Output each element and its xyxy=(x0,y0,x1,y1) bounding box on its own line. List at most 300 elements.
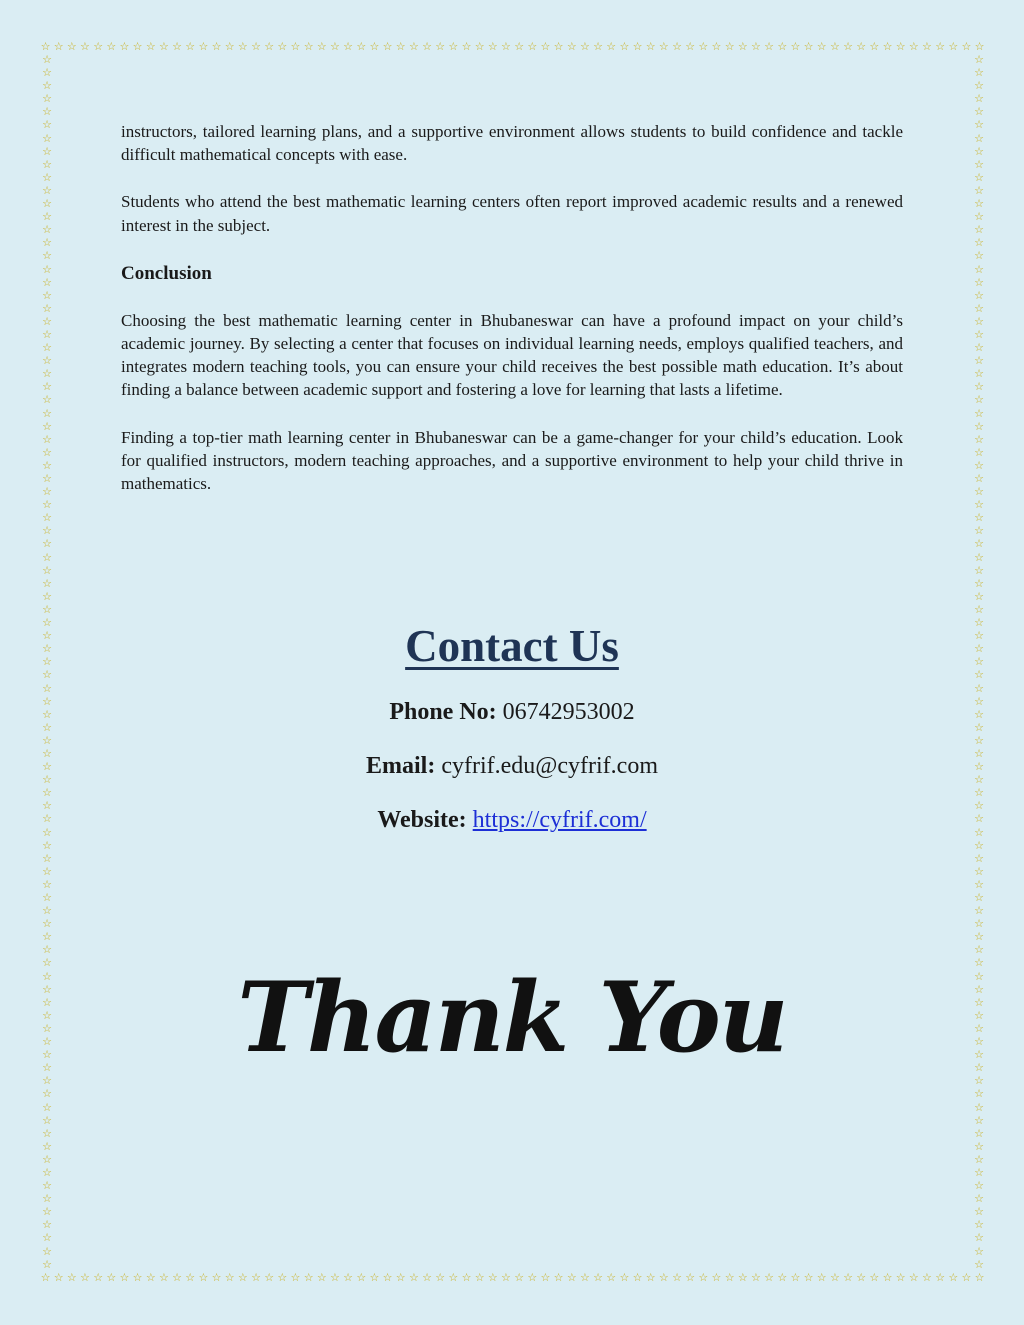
star-outline-icon: ☆ xyxy=(42,707,52,721)
star-outline-icon: ☆ xyxy=(435,1270,446,1284)
email-label: Email: xyxy=(366,753,436,779)
star-outline-icon: ☆ xyxy=(172,1270,182,1284)
star-outline-icon: ☆ xyxy=(593,1270,603,1284)
star-outline-icon: ☆ xyxy=(145,39,156,53)
star-outline-icon: ☆ xyxy=(619,39,630,53)
star-outline-icon: ☆ xyxy=(922,1270,932,1284)
star-outline-icon: ☆ xyxy=(42,197,52,211)
star-outline-icon: ☆ xyxy=(672,39,682,53)
star-outline-icon: ☆ xyxy=(42,301,52,315)
star-outline-icon: ☆ xyxy=(42,236,52,250)
star-outline-icon: ☆ xyxy=(42,314,52,328)
star-outline-icon: ☆ xyxy=(303,1270,314,1284)
star-outline-icon: ☆ xyxy=(53,1270,64,1284)
star-outline-icon: ☆ xyxy=(42,550,52,564)
star-outline-icon: ☆ xyxy=(42,1179,52,1193)
star-outline-icon: ☆ xyxy=(974,144,984,158)
star-outline-icon: ☆ xyxy=(606,39,617,53)
star-outline-icon: ☆ xyxy=(395,39,406,53)
star-outline-icon: ☆ xyxy=(42,1165,52,1179)
star-outline-icon: ☆ xyxy=(698,1270,709,1284)
star-outline-icon: ☆ xyxy=(42,995,52,1009)
star-outline-icon: ☆ xyxy=(487,1270,498,1284)
star-outline-icon: ☆ xyxy=(42,537,52,551)
star-outline-icon: ☆ xyxy=(724,39,735,53)
star-outline-icon: ☆ xyxy=(974,524,984,538)
star-outline-icon: ☆ xyxy=(290,1270,301,1284)
star-outline-icon: ☆ xyxy=(395,1270,406,1284)
star-outline-icon: ☆ xyxy=(408,1270,419,1284)
star-outline-icon: ☆ xyxy=(42,223,52,237)
star-outline-icon: ☆ xyxy=(856,1270,867,1284)
star-outline-icon: ☆ xyxy=(158,1270,169,1284)
star-outline-icon: ☆ xyxy=(974,746,984,760)
star-outline-icon: ☆ xyxy=(974,1008,984,1022)
border-bottom xyxy=(40,1270,986,1284)
star-outline-icon: ☆ xyxy=(816,39,827,53)
star-outline-icon: ☆ xyxy=(42,524,52,538)
star-outline-icon: ☆ xyxy=(42,275,52,289)
star-outline-icon: ☆ xyxy=(974,131,984,145)
star-outline-icon: ☆ xyxy=(974,288,984,302)
star-outline-icon: ☆ xyxy=(619,1270,630,1284)
star-outline-icon: ☆ xyxy=(42,1087,52,1101)
star-outline-icon: ☆ xyxy=(974,930,984,944)
star-outline-icon: ☆ xyxy=(724,1270,735,1284)
star-outline-icon: ☆ xyxy=(816,1270,827,1284)
star-outline-icon: ☆ xyxy=(251,1270,261,1284)
star-outline-icon: ☆ xyxy=(974,39,985,53)
star-outline-icon: ☆ xyxy=(974,563,984,577)
star-outline-icon: ☆ xyxy=(448,1270,459,1284)
star-outline-icon: ☆ xyxy=(80,1270,90,1284)
star-outline-icon: ☆ xyxy=(42,589,52,603)
star-outline-icon: ☆ xyxy=(632,1270,643,1284)
star-outline-icon: ☆ xyxy=(974,1192,984,1206)
star-outline-icon: ☆ xyxy=(540,1270,551,1284)
star-outline-icon: ☆ xyxy=(474,1270,485,1284)
star-outline-icon: ☆ xyxy=(974,92,984,106)
star-outline-icon: ☆ xyxy=(42,877,52,891)
star-outline-icon: ☆ xyxy=(42,720,52,734)
star-outline-icon: ☆ xyxy=(974,812,984,826)
star-outline-icon: ☆ xyxy=(42,393,52,407)
border-top xyxy=(40,39,986,53)
star-outline-icon: ☆ xyxy=(974,733,984,747)
star-outline-icon: ☆ xyxy=(264,39,275,53)
star-outline-icon: ☆ xyxy=(42,969,52,983)
star-outline-icon: ☆ xyxy=(658,39,669,53)
star-outline-icon: ☆ xyxy=(974,851,984,865)
star-outline-icon: ☆ xyxy=(948,39,959,53)
star-outline-icon: ☆ xyxy=(974,1048,984,1062)
star-outline-icon: ☆ xyxy=(527,1270,538,1284)
star-outline-icon: ☆ xyxy=(974,616,984,630)
star-outline-icon: ☆ xyxy=(42,144,52,158)
star-outline-icon: ☆ xyxy=(42,864,52,878)
star-outline-icon: ☆ xyxy=(974,982,984,996)
star-outline-icon: ☆ xyxy=(882,39,893,53)
star-outline-icon: ☆ xyxy=(974,511,984,525)
star-outline-icon: ☆ xyxy=(974,301,984,315)
star-outline-icon: ☆ xyxy=(42,380,52,394)
star-outline-icon: ☆ xyxy=(422,1270,432,1284)
star-outline-icon: ☆ xyxy=(224,1270,235,1284)
star-outline-icon: ☆ xyxy=(42,1152,52,1166)
star-outline-icon: ☆ xyxy=(974,655,984,669)
star-outline-icon: ☆ xyxy=(974,1218,984,1232)
star-outline-icon: ☆ xyxy=(974,891,984,904)
star-outline-icon: ☆ xyxy=(974,1179,984,1193)
phone-line xyxy=(0,694,1024,727)
body-text xyxy=(121,120,903,519)
star-outline-icon: ☆ xyxy=(42,982,52,996)
star-outline-icon: ☆ xyxy=(974,877,984,891)
star-outline-icon: ☆ xyxy=(843,1270,853,1284)
star-outline-icon: ☆ xyxy=(42,1126,52,1140)
star-outline-icon: ☆ xyxy=(974,432,984,446)
star-outline-icon: ☆ xyxy=(40,39,51,53)
star-outline-icon: ☆ xyxy=(42,1113,52,1127)
star-outline-icon: ☆ xyxy=(974,380,984,394)
star-outline-icon: ☆ xyxy=(974,367,984,381)
star-outline-icon: ☆ xyxy=(974,904,984,918)
star-outline-icon: ☆ xyxy=(461,39,472,53)
star-outline-icon: ☆ xyxy=(66,1270,77,1284)
star-outline-icon: ☆ xyxy=(42,131,52,145)
star-outline-icon: ☆ xyxy=(974,825,984,839)
star-outline-icon: ☆ xyxy=(42,472,52,485)
star-outline-icon: ☆ xyxy=(42,825,52,839)
star-outline-icon: ☆ xyxy=(42,838,52,852)
star-outline-icon: ☆ xyxy=(356,39,367,53)
star-outline-icon: ☆ xyxy=(856,39,867,53)
star-outline-icon: ☆ xyxy=(829,1270,840,1284)
star-outline-icon: ☆ xyxy=(277,1270,288,1284)
star-outline-icon: ☆ xyxy=(843,39,853,53)
star-outline-icon: ☆ xyxy=(869,1270,880,1284)
star-outline-icon: ☆ xyxy=(974,1113,984,1127)
star-outline-icon: ☆ xyxy=(435,39,446,53)
star-outline-icon: ☆ xyxy=(198,39,209,53)
star-outline-icon: ☆ xyxy=(185,39,196,53)
star-outline-icon: ☆ xyxy=(974,458,984,472)
star-outline-icon: ☆ xyxy=(237,1270,248,1284)
star-outline-icon: ☆ xyxy=(974,602,984,616)
star-outline-icon: ☆ xyxy=(974,1061,984,1075)
star-outline-icon: ☆ xyxy=(42,432,52,446)
star-outline-icon: ☆ xyxy=(330,1270,340,1284)
star-outline-icon: ☆ xyxy=(908,1270,919,1284)
email-line xyxy=(0,751,1024,781)
star-outline-icon: ☆ xyxy=(974,589,984,603)
star-outline-icon: ☆ xyxy=(42,485,52,499)
paragraph-instructors: instructors, tailored learning plans, and a supportive environment allows students to build confidence and tackle difficult mathematical concepts with ease. xyxy=(121,122,903,165)
star-outline-icon: ☆ xyxy=(974,773,984,787)
star-outline-icon: ☆ xyxy=(974,629,984,643)
star-outline-icon: ☆ xyxy=(685,39,696,53)
star-outline-icon: ☆ xyxy=(974,445,984,459)
star-outline-icon: ☆ xyxy=(974,956,984,970)
star-outline-icon: ☆ xyxy=(42,262,52,276)
star-outline-icon: ☆ xyxy=(42,1231,52,1245)
phone-value: 06742953002 xyxy=(502,699,635,725)
star-outline-icon: ☆ xyxy=(974,183,984,197)
star-outline-icon: ☆ xyxy=(42,249,52,263)
star-outline-icon: ☆ xyxy=(40,1270,51,1284)
star-outline-icon: ☆ xyxy=(882,1270,893,1284)
star-outline-icon: ☆ xyxy=(974,1152,984,1166)
star-outline-icon: ☆ xyxy=(42,930,52,944)
star-outline-icon: ☆ xyxy=(106,39,117,53)
star-outline-icon: ☆ xyxy=(645,1270,656,1284)
star-outline-icon: ☆ xyxy=(42,458,52,472)
star-outline-icon: ☆ xyxy=(974,157,984,171)
star-outline-icon: ☆ xyxy=(974,694,984,708)
star-outline-icon: ☆ xyxy=(606,1270,617,1284)
star-outline-icon: ☆ xyxy=(145,1270,156,1284)
star-outline-icon: ☆ xyxy=(632,39,643,53)
star-outline-icon: ☆ xyxy=(974,681,984,695)
star-outline-icon: ☆ xyxy=(948,1270,959,1284)
star-outline-icon: ☆ xyxy=(42,66,52,80)
website-line xyxy=(0,805,1024,835)
star-outline-icon: ☆ xyxy=(264,1270,275,1284)
star-outline-icon: ☆ xyxy=(829,39,840,53)
star-outline-icon: ☆ xyxy=(42,668,52,682)
star-outline-icon: ☆ xyxy=(974,354,984,368)
star-outline-icon: ☆ xyxy=(93,1270,104,1284)
star-outline-icon: ☆ xyxy=(974,236,984,250)
star-outline-icon: ☆ xyxy=(237,39,248,53)
star-outline-icon: ☆ xyxy=(42,786,52,800)
star-outline-icon: ☆ xyxy=(382,39,393,53)
star-outline-icon: ☆ xyxy=(961,39,972,53)
star-outline-icon: ☆ xyxy=(356,1270,367,1284)
star-outline-icon: ☆ xyxy=(974,341,984,355)
star-outline-icon: ☆ xyxy=(211,1270,222,1284)
star-outline-icon: ☆ xyxy=(474,39,485,53)
star-outline-icon: ☆ xyxy=(553,39,564,53)
website-link[interactable]: https://cyfrif.com/ xyxy=(472,807,647,833)
star-outline-icon: ☆ xyxy=(974,79,984,93)
star-outline-icon: ☆ xyxy=(369,39,380,53)
star-outline-icon: ☆ xyxy=(408,39,419,53)
star-outline-icon: ☆ xyxy=(764,39,775,53)
star-outline-icon: ☆ xyxy=(764,1270,775,1284)
star-outline-icon: ☆ xyxy=(974,707,984,721)
star-outline-icon: ☆ xyxy=(974,1100,984,1114)
star-outline-icon: ☆ xyxy=(974,406,984,420)
star-outline-icon: ☆ xyxy=(566,39,577,53)
star-outline-icon: ☆ xyxy=(382,1270,393,1284)
star-outline-icon: ☆ xyxy=(974,275,984,289)
website-label: Website: xyxy=(377,807,467,833)
star-outline-icon: ☆ xyxy=(132,39,143,53)
star-outline-icon: ☆ xyxy=(80,39,90,53)
star-outline-icon: ☆ xyxy=(501,39,511,53)
star-outline-icon: ☆ xyxy=(974,720,984,734)
star-outline-icon: ☆ xyxy=(685,1270,696,1284)
contact-title: Contact Us xyxy=(405,621,619,671)
star-outline-icon: ☆ xyxy=(566,1270,577,1284)
star-outline-icon: ☆ xyxy=(895,1270,906,1284)
email-value: cyfrif.edu@cyfrif.com xyxy=(441,753,658,779)
star-outline-icon: ☆ xyxy=(224,39,235,53)
star-outline-icon: ☆ xyxy=(42,183,52,197)
star-outline-icon: ☆ xyxy=(658,1270,669,1284)
star-outline-icon: ☆ xyxy=(303,39,314,53)
star-outline-icon: ☆ xyxy=(42,563,52,577)
star-outline-icon: ☆ xyxy=(42,1218,52,1232)
star-outline-icon: ☆ xyxy=(42,642,52,656)
star-outline-icon: ☆ xyxy=(803,1270,814,1284)
star-outline-icon: ☆ xyxy=(42,943,52,957)
star-outline-icon: ☆ xyxy=(579,1270,590,1284)
star-outline-icon: ☆ xyxy=(42,1244,52,1258)
star-outline-icon: ☆ xyxy=(974,54,984,66)
conclusion-heading: Conclusion xyxy=(121,262,212,284)
star-outline-icon: ☆ xyxy=(42,891,52,904)
star-outline-icon: ☆ xyxy=(42,367,52,381)
star-outline-icon: ☆ xyxy=(42,576,52,590)
star-outline-icon: ☆ xyxy=(42,655,52,669)
star-outline-icon: ☆ xyxy=(974,1257,984,1270)
star-outline-icon: ☆ xyxy=(42,956,52,970)
star-outline-icon: ☆ xyxy=(343,39,354,53)
star-outline-icon: ☆ xyxy=(974,66,984,80)
star-outline-icon: ☆ xyxy=(42,1192,52,1206)
star-outline-icon: ☆ xyxy=(42,170,52,184)
star-outline-icon: ☆ xyxy=(172,39,182,53)
star-outline-icon: ☆ xyxy=(42,733,52,747)
star-outline-icon: ☆ xyxy=(974,760,984,774)
star-outline-icon: ☆ xyxy=(974,314,984,328)
paragraph-conclusion-1: Choosing the best mathematic learning center in Bhubaneswar can have a profound impact on your child’s academic journey. By selecting a center that focuses on individual learning needs, employs qualified teachers, and integrates modern teaching tools, you can ensure your child receives the best possible math education. It’s about finding a balance between academic support and fostering a love for learning that lasts a lifetime. xyxy=(121,310,903,400)
star-outline-icon: ☆ xyxy=(42,327,52,341)
star-outline-icon: ☆ xyxy=(211,39,222,53)
star-outline-icon: ☆ xyxy=(711,1270,722,1284)
star-outline-icon: ☆ xyxy=(42,1035,52,1049)
star-outline-icon: ☆ xyxy=(119,1270,130,1284)
star-outline-icon: ☆ xyxy=(42,746,52,760)
star-outline-icon: ☆ xyxy=(42,445,52,459)
star-outline-icon: ☆ xyxy=(330,39,340,53)
star-outline-icon: ☆ xyxy=(974,197,984,211)
star-outline-icon: ☆ xyxy=(42,341,52,355)
star-outline-icon: ☆ xyxy=(974,995,984,1009)
star-outline-icon: ☆ xyxy=(42,210,52,224)
star-outline-icon: ☆ xyxy=(42,760,52,774)
star-outline-icon: ☆ xyxy=(42,354,52,368)
star-outline-icon: ☆ xyxy=(974,1244,984,1258)
star-outline-icon: ☆ xyxy=(461,1270,472,1284)
phone-label: Phone No: xyxy=(389,699,497,725)
star-outline-icon: ☆ xyxy=(198,1270,209,1284)
star-outline-icon: ☆ xyxy=(42,1074,52,1088)
star-outline-icon: ☆ xyxy=(895,39,906,53)
star-outline-icon: ☆ xyxy=(737,39,748,53)
star-outline-icon: ☆ xyxy=(448,39,459,53)
star-outline-icon: ☆ xyxy=(974,1126,984,1140)
star-outline-icon: ☆ xyxy=(42,419,52,433)
star-outline-icon: ☆ xyxy=(42,498,52,512)
star-outline-icon: ☆ xyxy=(42,917,52,931)
star-outline-icon: ☆ xyxy=(974,1021,984,1035)
star-outline-icon: ☆ xyxy=(42,1100,52,1114)
star-outline-icon: ☆ xyxy=(974,1165,984,1179)
star-outline-icon: ☆ xyxy=(737,1270,748,1284)
star-outline-icon: ☆ xyxy=(974,576,984,590)
star-outline-icon: ☆ xyxy=(42,1205,52,1219)
star-outline-icon: ☆ xyxy=(961,1270,972,1284)
star-outline-icon: ☆ xyxy=(974,799,984,813)
star-outline-icon: ☆ xyxy=(514,39,525,53)
star-outline-icon: ☆ xyxy=(974,943,984,957)
star-outline-icon: ☆ xyxy=(42,616,52,630)
star-outline-icon: ☆ xyxy=(908,39,919,53)
star-outline-icon: ☆ xyxy=(974,249,984,263)
star-outline-icon: ☆ xyxy=(553,1270,564,1284)
star-outline-icon: ☆ xyxy=(42,799,52,813)
star-outline-icon: ☆ xyxy=(42,1048,52,1062)
star-outline-icon: ☆ xyxy=(698,39,709,53)
star-outline-icon: ☆ xyxy=(42,406,52,420)
thank-you-text: Thank You xyxy=(237,961,787,1074)
star-outline-icon: ☆ xyxy=(514,1270,525,1284)
star-outline-icon: ☆ xyxy=(974,118,984,132)
star-outline-icon: ☆ xyxy=(251,39,261,53)
star-outline-icon: ☆ xyxy=(53,39,64,53)
star-outline-icon: ☆ xyxy=(42,288,52,302)
star-outline-icon: ☆ xyxy=(974,210,984,224)
star-outline-icon: ☆ xyxy=(974,550,984,564)
star-outline-icon: ☆ xyxy=(66,39,77,53)
star-outline-icon: ☆ xyxy=(42,773,52,787)
star-outline-icon: ☆ xyxy=(343,1270,354,1284)
star-outline-icon: ☆ xyxy=(974,1139,984,1153)
paragraph-conclusion-2: Finding a top-tier math learning center in Bhubaneswar can be a game-changer for your child’s education. Look for qualified instructors, modern teaching approaches, and a supportive environment to help your child thrive in mathematics. xyxy=(121,427,903,494)
star-outline-icon: ☆ xyxy=(974,223,984,237)
star-outline-icon: ☆ xyxy=(42,79,52,93)
star-outline-icon: ☆ xyxy=(42,1257,52,1270)
star-outline-icon: ☆ xyxy=(42,511,52,525)
star-outline-icon: ☆ xyxy=(42,629,52,643)
star-outline-icon: ☆ xyxy=(42,681,52,695)
star-outline-icon: ☆ xyxy=(106,1270,117,1284)
star-outline-icon: ☆ xyxy=(974,786,984,800)
star-outline-icon: ☆ xyxy=(935,39,946,53)
star-outline-icon: ☆ xyxy=(935,1270,946,1284)
star-outline-icon: ☆ xyxy=(974,170,984,184)
star-outline-icon: ☆ xyxy=(42,1021,52,1035)
star-outline-icon: ☆ xyxy=(672,1270,682,1284)
star-outline-icon: ☆ xyxy=(42,904,52,918)
star-outline-icon: ☆ xyxy=(974,105,984,119)
star-outline-icon: ☆ xyxy=(185,1270,196,1284)
star-outline-icon: ☆ xyxy=(974,1205,984,1219)
star-outline-icon: ☆ xyxy=(922,39,932,53)
star-outline-icon: ☆ xyxy=(42,1139,52,1153)
star-outline-icon: ☆ xyxy=(93,39,104,53)
star-outline-icon: ☆ xyxy=(974,969,984,983)
star-outline-icon: ☆ xyxy=(158,39,169,53)
star-outline-icon: ☆ xyxy=(42,812,52,826)
star-outline-icon: ☆ xyxy=(42,54,52,66)
star-outline-icon: ☆ xyxy=(316,1270,327,1284)
star-outline-icon: ☆ xyxy=(974,642,984,656)
star-outline-icon: ☆ xyxy=(487,39,498,53)
